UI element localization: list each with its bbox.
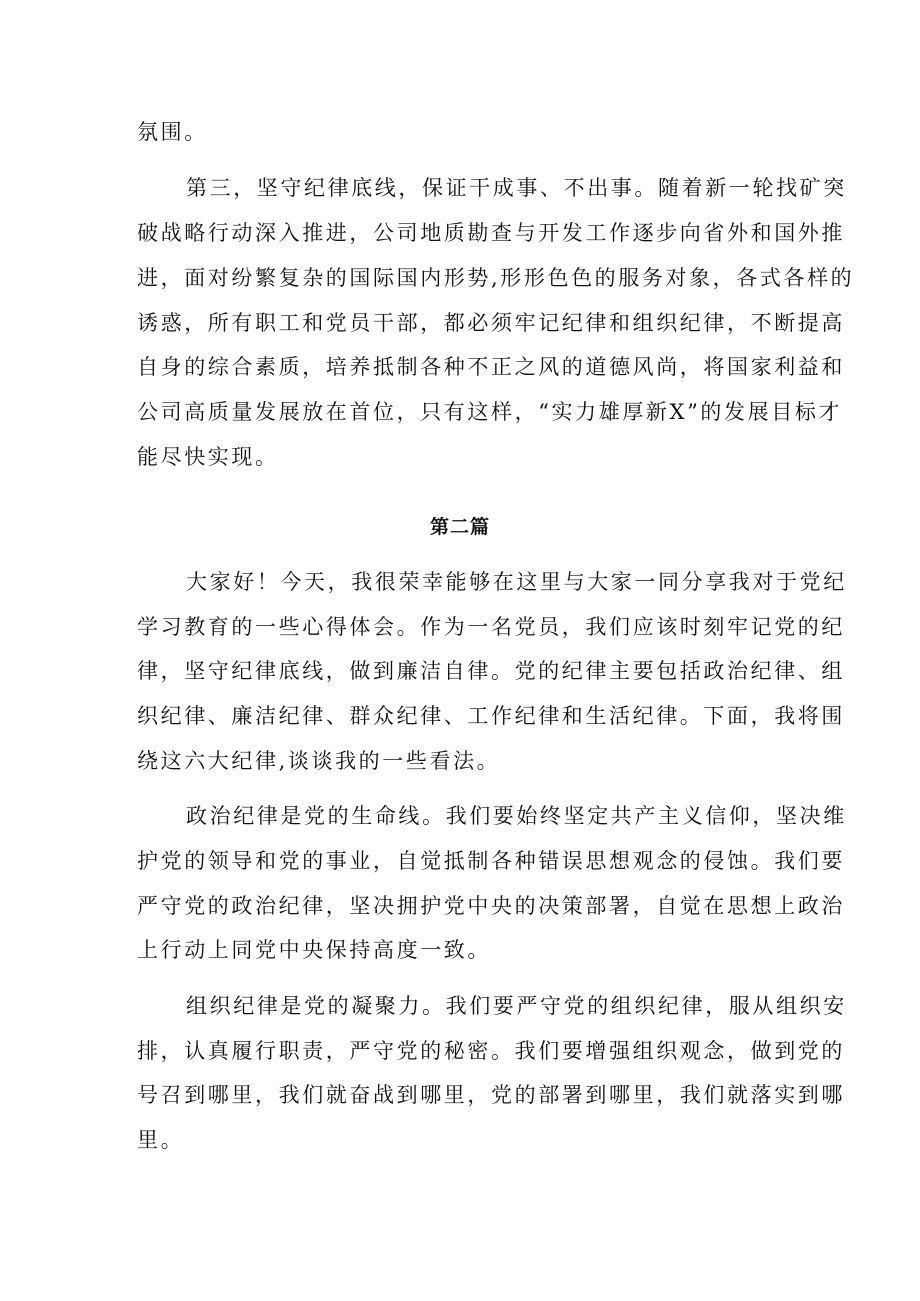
paragraph-line: 排，认真履行职责，严守党的秘密。我们要增强组织观念，做到党的 <box>137 1039 845 1063</box>
paragraph-line: 第三，坚守纪律底线，保证干成事、不出事。随着新一轮找矿突 <box>186 176 847 200</box>
paragraph-line: 律，坚守纪律底线，做到廉洁自律。党的纪律主要包括政治纪律、组 <box>137 659 845 683</box>
paragraph-line: 学习教育的一些心得体会。作为一名党员，我们应该时刻牢记党的纪 <box>137 615 845 639</box>
paragraph-line: 严守党的政治纪律，坚决拥护党中央的决策部署，自觉在思想上政治 <box>137 894 845 918</box>
paragraph-line: 绕这六大纪律,谈谈我的一些看法。 <box>137 749 501 773</box>
section-heading: 第二篇 <box>429 516 490 538</box>
paragraph-line: 进，面对纷繁复杂的国际国内形势,形形色色的服务对象，各式各样的 <box>137 266 855 290</box>
paragraph-line: 上行动上同党中央保持高度一致。 <box>137 938 491 962</box>
paragraph-line: 公司高质量发展放在首位，只有这样，“实力雄厚新X”的发展目标才 <box>137 400 843 424</box>
paragraph-line: 组织纪律是党的凝聚力。我们要严守党的组织纪律，服从组织安 <box>186 994 847 1018</box>
paragraph-line: 政治纪律是党的生命线。我们要始终坚定共产主义信仰，坚决维 <box>186 804 847 828</box>
paragraph-line: 氛围。 <box>137 120 208 144</box>
paragraph-line: 能尽快实现。 <box>137 445 279 469</box>
paragraph-line: 号召到哪里，我们就奋战到哪里，党的部署到哪里，我们就落实到哪 <box>137 1083 845 1107</box>
paragraph-line: 织纪律、廉洁纪律、群众纪律、工作纪律和生活纪律。下面，我将围 <box>137 704 845 728</box>
paragraph-line: 诱惑，所有职工和党员干部，都必须牢记纪律和组织纪律，不断提高 <box>137 311 845 335</box>
paragraph-line: 护党的领导和党的事业，自觉抵制各种错误思想观念的侵蚀。我们要 <box>137 849 845 873</box>
paragraph-line: 里。 <box>137 1128 185 1152</box>
paragraph-line: 自身的综合素质，培养抵制各种不正之风的道德风尚，将国家利益和 <box>137 355 845 379</box>
paragraph-line: 大家好！今天，我很荣幸能够在这里与大家一同分享我对于党纪 <box>186 570 847 594</box>
paragraph-line: 破战略行动深入推进，公司地质勘查与开发工作逐步向省外和国外推 <box>137 221 845 245</box>
